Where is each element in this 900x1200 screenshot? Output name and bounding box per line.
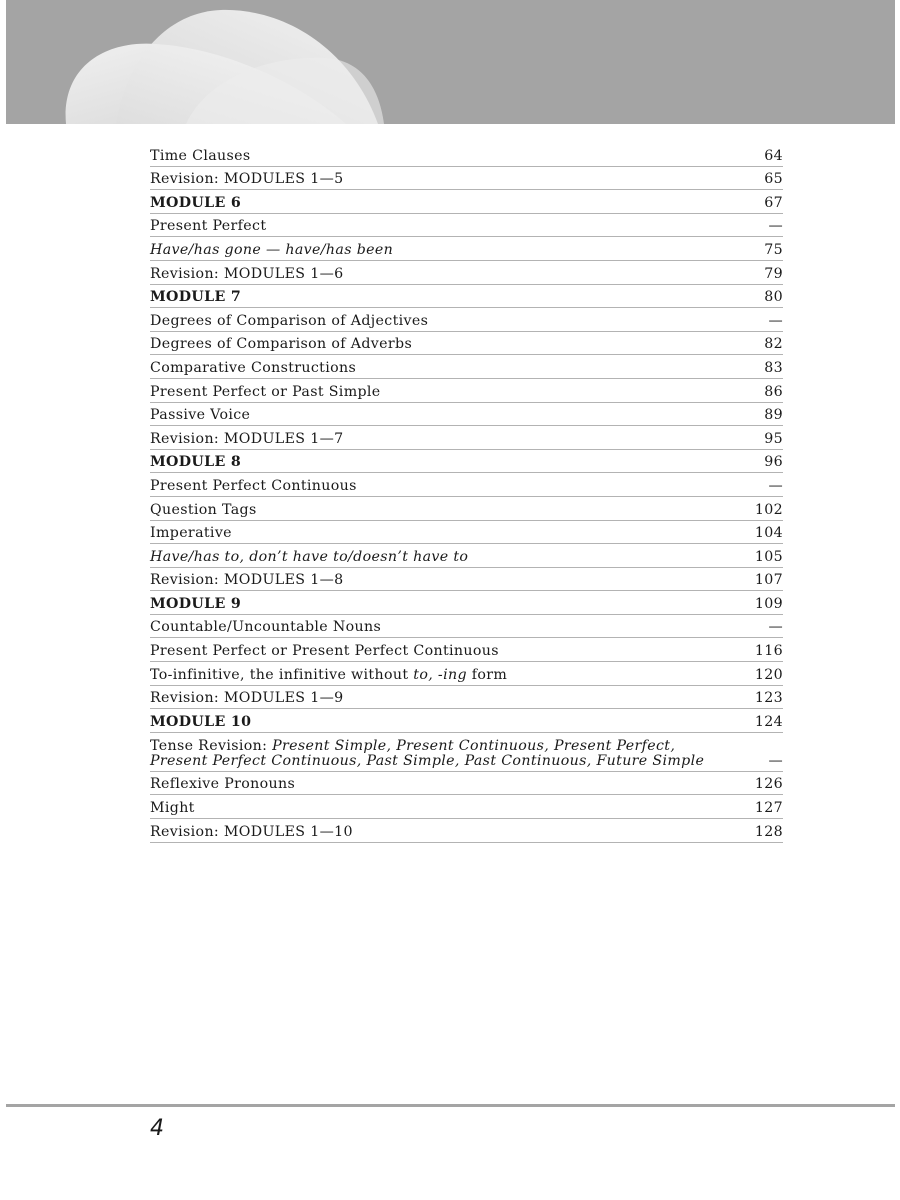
- toc-entry: [150, 473, 783, 497]
- toc-entry-title-part: Present Perfect Continuous, Past Simple, Past Continuous, Future Simple: [150, 752, 705, 769]
- toc-entry-title: Present Perfect or Present Perfect Continuous: [150, 643, 499, 660]
- toc-entry: [150, 308, 783, 332]
- toc-entry-page: 120: [754, 666, 783, 683]
- toc-entry-page: —: [768, 752, 783, 769]
- toc-entry-title: Reflexive Pronouns: [150, 776, 296, 793]
- toc-entry-title: Passive Voice: [150, 407, 251, 424]
- header-band: [6, 0, 895, 124]
- toc-entry-title: Revision: MODULES 1—9: [150, 690, 344, 707]
- toc-entry: [150, 332, 783, 356]
- toc-entry-page: —: [768, 312, 783, 329]
- toc-entry-page: 116: [754, 643, 783, 660]
- toc-entry: [150, 772, 783, 796]
- toc-entry-title: Have/has gone — have/has been: [150, 241, 394, 258]
- toc-entry: [150, 167, 783, 191]
- toc-entry-title: MODULE 8: [150, 454, 242, 471]
- toc-entry: [150, 190, 783, 214]
- toc-entry-page: 79: [764, 265, 783, 282]
- toc-entry: [150, 521, 783, 545]
- toc-entry: [150, 285, 783, 309]
- toc-entry-title: MODULE 7: [150, 289, 242, 306]
- toc-entry: [150, 143, 783, 167]
- toc-entry-page: 67: [764, 194, 783, 211]
- toc-entry-title: Present Perfect or Past Simple: [150, 383, 381, 400]
- toc-entry-page: 127: [754, 800, 783, 817]
- toc-entry: [150, 237, 783, 261]
- footer-rule: [6, 1104, 895, 1107]
- toc-entry-title-part: Present Simple, Present Continuous, Present Perfect,: [272, 737, 676, 754]
- toc-entry-page: 105: [754, 548, 783, 565]
- toc-entry-title: Degrees of Comparison of Adjectives: [150, 312, 429, 329]
- toc-entry-page: 86: [764, 383, 783, 400]
- table-of-contents: [150, 143, 783, 843]
- toc-entry: [150, 568, 783, 592]
- toc-entry-title: MODULE 10: [150, 713, 252, 730]
- toc-entry-page: 64: [764, 147, 783, 164]
- toc-entry-title: Have/has to, don’t have to/doesn’t have to: [150, 548, 469, 565]
- toc-entry-title: MODULE 9: [150, 595, 242, 612]
- toc-entry-page: 96: [764, 454, 783, 471]
- toc-entry-page: 82: [764, 336, 783, 353]
- toc-entry-page: 89: [764, 407, 783, 424]
- page-number: 4: [150, 1116, 164, 1141]
- toc-entry-page: 124: [754, 713, 783, 730]
- toc-entry-page: 128: [754, 823, 783, 840]
- toc-entry-page: 65: [764, 171, 783, 188]
- toc-entry: [150, 497, 783, 521]
- toc-entry-title: [150, 739, 704, 769]
- toc-entry: [150, 261, 783, 285]
- toc-entry-page: 107: [754, 572, 783, 589]
- toc-entry: [150, 355, 783, 379]
- toc-entry-title: Revision: MODULES 1—10: [150, 823, 353, 840]
- toc-entry-title: Degrees of Comparison of Adverbs: [150, 336, 413, 353]
- toc-entry: [150, 819, 783, 843]
- toc-entry-page: 102: [754, 501, 783, 518]
- toc-entry-page: 123: [754, 690, 783, 707]
- toc-entry-title: Present Perfect Continuous: [150, 477, 357, 494]
- toc-entry-page: —: [768, 218, 783, 235]
- toc-entry: [150, 403, 783, 427]
- toc-entry: [150, 733, 783, 772]
- toc-entry: [150, 591, 783, 615]
- toc-entry-page: 109: [754, 595, 783, 612]
- toc-entry-title-part: form: [466, 666, 508, 683]
- toc-entry-title-part: Tense Revision:: [150, 737, 273, 754]
- toc-entry-title: Countable/Uncountable Nouns: [150, 619, 382, 636]
- toc-entry-title-part: To-infinitive, the infinitive without: [150, 666, 414, 683]
- toc-entry-page: 104: [754, 525, 783, 542]
- toc-entry: [150, 662, 783, 686]
- toc-entry-title: Might: [150, 800, 195, 817]
- toc-entry-page: —: [768, 619, 783, 636]
- toc-entry: [150, 709, 783, 733]
- toc-entry-title: Revision: MODULES 1—6: [150, 265, 344, 282]
- toc-entry: [150, 638, 783, 662]
- toc-entry: [150, 615, 783, 639]
- toc-entry-page: 126: [754, 776, 783, 793]
- toc-entry: [150, 379, 783, 403]
- toc-entry-title: Time Clauses: [150, 147, 251, 164]
- toc-entry-title: Comparative Constructions: [150, 359, 357, 376]
- toc-entry: [150, 795, 783, 819]
- toc-entry-title: Revision: MODULES 1—7: [150, 430, 344, 447]
- toc-entry-title: Revision: MODULES 1—8: [150, 572, 344, 589]
- toc-entry: [150, 214, 783, 238]
- toc-entry-page: 75: [764, 241, 783, 258]
- toc-entry: [150, 544, 783, 568]
- toc-entry-page: 95: [764, 430, 783, 447]
- toc-entry-title: [150, 668, 507, 683]
- toc-entry-title: Imperative: [150, 525, 232, 542]
- toc-entry: [150, 450, 783, 474]
- toc-entry: [150, 426, 783, 450]
- toc-entry-title: MODULE 6: [150, 194, 242, 211]
- toc-entry-title: Present Perfect: [150, 218, 267, 235]
- toc-entry-title-part: to, -ing: [413, 666, 467, 683]
- toc-entry-page: 83: [764, 359, 783, 376]
- toc-entry-title: Question Tags: [150, 501, 257, 518]
- toc-entry-title: Revision: MODULES 1—5: [150, 171, 344, 188]
- toc-entry: [150, 686, 783, 710]
- toc-entry-page: —: [768, 477, 783, 494]
- header-petals-decoration: [6, 0, 895, 124]
- toc-entry-page: 80: [764, 289, 783, 306]
